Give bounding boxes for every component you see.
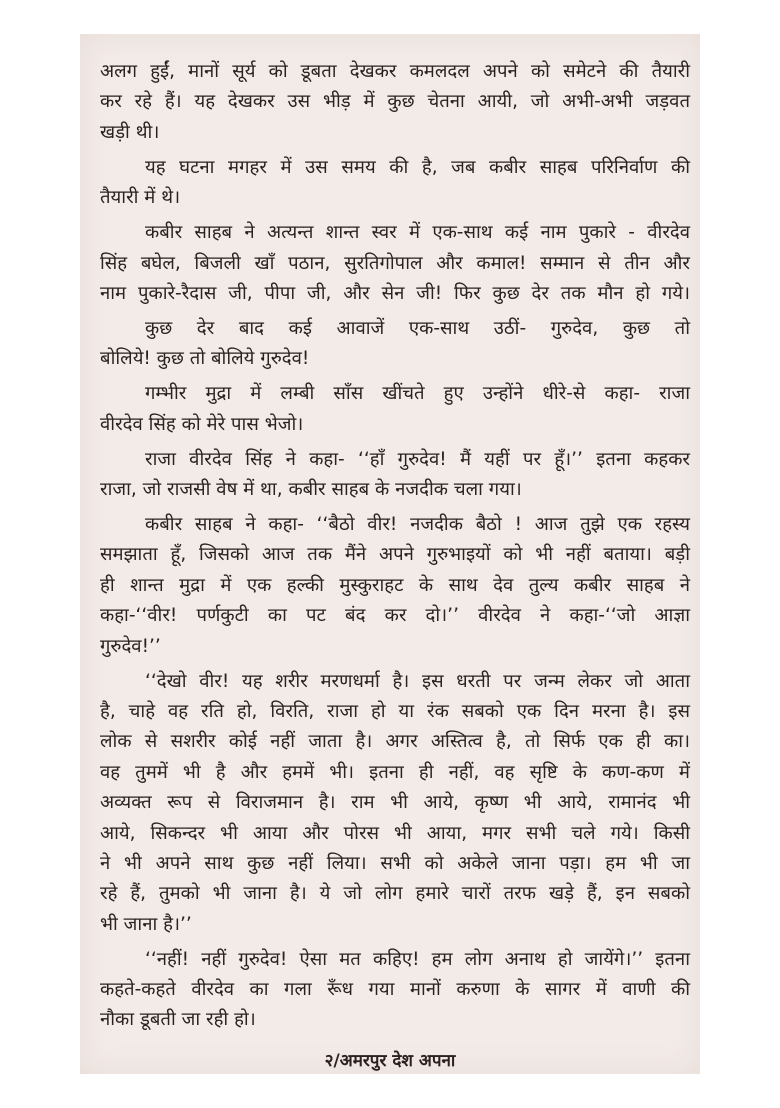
paragraph — [100, 510, 690, 662]
text-line: नौका डूबती जा रही हो। — [100, 1009, 256, 1031]
text-line: नाम पुकारे-रैदास जी, पीपा जी, और सेन जी! फिर कुछ देर तक मौन हो गये। — [100, 282, 690, 304]
text-line: तैयारी में थे। — [100, 187, 181, 209]
paragraph — [100, 153, 690, 214]
text-line: कहते-कहते वीरदेव का गला रूँध गया मानों करुणा के सागर में वाणी की — [100, 979, 690, 1001]
text-line: कहा-‘‘वीर! पर्णकुटी का पट बंद कर दो।’’ वीरदेव ने कहा-‘‘जो आज्ञा — [100, 605, 690, 627]
paragraph — [100, 445, 690, 506]
text-line: ने भी अपने साथ कुछ नहीं लिया। सभी को अकेले जाना पड़ा। हम भी जा — [100, 852, 690, 874]
text-line: राजा, जो राजसी वेष में था, कबीर साहब के नजदीक चला गया। — [100, 479, 522, 501]
text-line: कर रहे हैं। यह देखकर उस भीड़ में कुछ चेतना आयी, जो अभी-अभी जड़वत — [100, 91, 690, 113]
text-line: यह घटना मगहर में उस समय की है, जब कबीर साहब परिनिर्वाण की — [145, 156, 690, 178]
page-body-text — [100, 57, 690, 1036]
text-line: अव्यक्त रूप से विराजमान है। राम भी आये, कृष्ण भी आये, रामानंद भी — [100, 792, 690, 814]
text-line: अलग हुईं, मानों सूर्य को डूबता देखकर कमलदल अपने को समेटने की तैयारी — [100, 61, 690, 82]
paragraph — [100, 57, 690, 148]
page-footer: २/अमरपुर देश अपना — [324, 1051, 456, 1071]
text-line: समझाता हूँ, जिसको आज तक मैंने अपने गुरुभाइयों को भी नहीं बताया। बड़ी — [100, 544, 690, 566]
paragraph — [100, 379, 690, 440]
paragraph — [100, 945, 690, 1036]
text-line: सिंह बघेल, बिजली खाँ पठान, सुरतिगोपाल और कमाल! सम्मान से तीन और — [100, 252, 690, 274]
text-line: खड़ी थी। — [100, 121, 160, 143]
text-line: ‘‘नहीं! नहीं गुरुदेव! ऐसा मत कहिए! हम लोग अनाथ हो जायेंगे।’’ इतना — [145, 948, 690, 970]
text-line: गुरुदेव!’’ — [100, 635, 161, 657]
paragraph — [100, 218, 690, 309]
text-line: कुछ देर बाद कई आवाजें एक-साथ उठीं- गुरुदेव, कुछ तो — [145, 317, 690, 339]
text-line: कबीर साहब ने अत्यन्त शान्त स्वर में एक-साथ कई नाम पुकारे - वीरदेव — [145, 222, 690, 244]
text-line: वीरदेव सिंह को मेरे पास भेजो। — [100, 413, 304, 435]
text-line: है, चाहे वह रति हो, विरति, राजा हो या रंक सबको एक दिन मरना है। इस — [100, 700, 690, 722]
text-line: भी जाना है।’’ — [100, 913, 192, 935]
text-line: बोलिये! कुछ तो बोलिये गुरुदेव! — [100, 348, 310, 370]
text-line: गम्भीर मुद्रा में लम्बी साँस खींचते हुए उन्होंने धीरे-से कहा- राजा — [145, 383, 690, 405]
paragraph — [100, 667, 690, 941]
text-line: राजा वीरदेव सिंह ने कहा- ‘‘हाँ गुरुदेव! मैं यहीं पर हूँ।’’ इतना कहकर — [145, 448, 690, 470]
text-line: आये, सिकन्दर भी आया और पोरस भी आया, मगर सभी चले गये। किसी — [100, 822, 690, 844]
text-line: लोक से सशरीर कोई नहीं जाता है। अगर अस्तित्व है, तो सिर्फ एक ही का। — [100, 731, 690, 753]
text-line: रहे हैं, तुमको भी जाना है। ये जो लोग हमारे चारों तरफ खड़े हैं, इन सबको — [100, 883, 690, 905]
text-line: कबीर साहब ने कहा- ‘‘बैठो वीर! नजदीक बैठो ! आज तुझे एक रहस्य — [145, 514, 690, 536]
text-line: वह तुममें भी है और हममें भी। इतना ही नहीं, वह सृष्टि के कण-कण में — [100, 761, 690, 783]
paragraph — [100, 314, 690, 375]
text-line: ‘‘देखो वीर! यह शरीर मरणधर्मा है। इस धरती पर जन्म लेकर जो आता — [145, 670, 690, 692]
text-line: ही शान्त मुद्रा में एक हल्की मुस्कुराहट के साथ देव तुल्य कबीर साहब ने — [100, 574, 690, 596]
